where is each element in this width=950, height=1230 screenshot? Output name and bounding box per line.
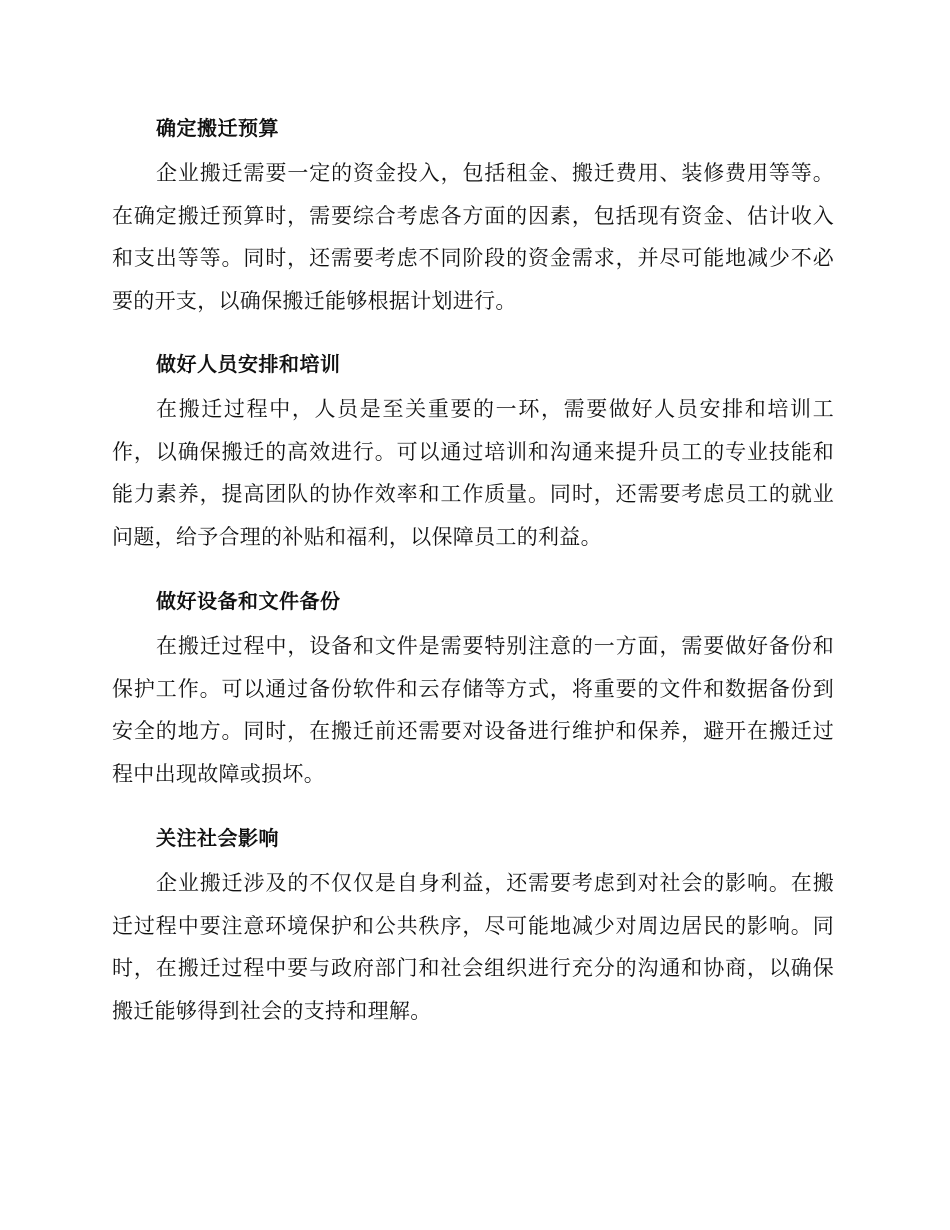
section-heading: 确定搬迁预算: [156, 116, 279, 140]
section-heading: 关注社会影响: [156, 826, 279, 850]
section-paragraph: 企业搬迁需要一定的资金投入，包括租金、搬迁费用、装修费用等等。在确定搬迁预算时，需要综合考虑各方面的因素，包括现有资金、估计收入和支出等等。同时，还需要考虑不同阶段的资金需求，并尽可能地减少不必要的开支，以确保搬迁能够根据计划进行。: [112, 161, 834, 313]
section-staff-training: [112, 344, 834, 581]
section-paragraph: 在搬迁过程中，设备和文件是需要特别注意的一方面，需要做好备份和保护工作。可以通过备份软件和云存储等方式，将重要的文件和数据备份到安全的地方。同时，在搬迁前还需要对设备进行维护和保养，避开在搬迁过程中出现故障或损坏。: [112, 634, 834, 786]
section-relocation-budget: [112, 108, 834, 344]
document-body: [112, 108, 834, 1032]
section-social-impact: [112, 818, 834, 1032]
section-heading: 做好人员安排和培训: [156, 352, 341, 376]
section-equipment-backup: [112, 581, 834, 818]
section-heading: 做好设备和文件备份: [156, 589, 341, 613]
section-paragraph: 在搬迁过程中，人员是至关重要的一环，需要做好人员安排和培训工作，以确保搬迁的高效进行。可以通过培训和沟通来提升员工的专业技能和能力素养，提高团队的协作效率和工作质量。同时，还需要考虑员工的就业问题，给予合理的补贴和福利，以保障员工的利益。: [112, 397, 834, 549]
section-paragraph: 企业搬迁涉及的不仅仅是自身利益，还需要考虑到对社会的影响。在搬迁过程中要注意环境保护和公共秩序，尽可能地减少对周边居民的影响。同时，在搬迁过程中要与政府部门和社会组织进行充分的沟通和协商，以确保搬迁能够得到社会的支持和理解。: [112, 871, 834, 1023]
